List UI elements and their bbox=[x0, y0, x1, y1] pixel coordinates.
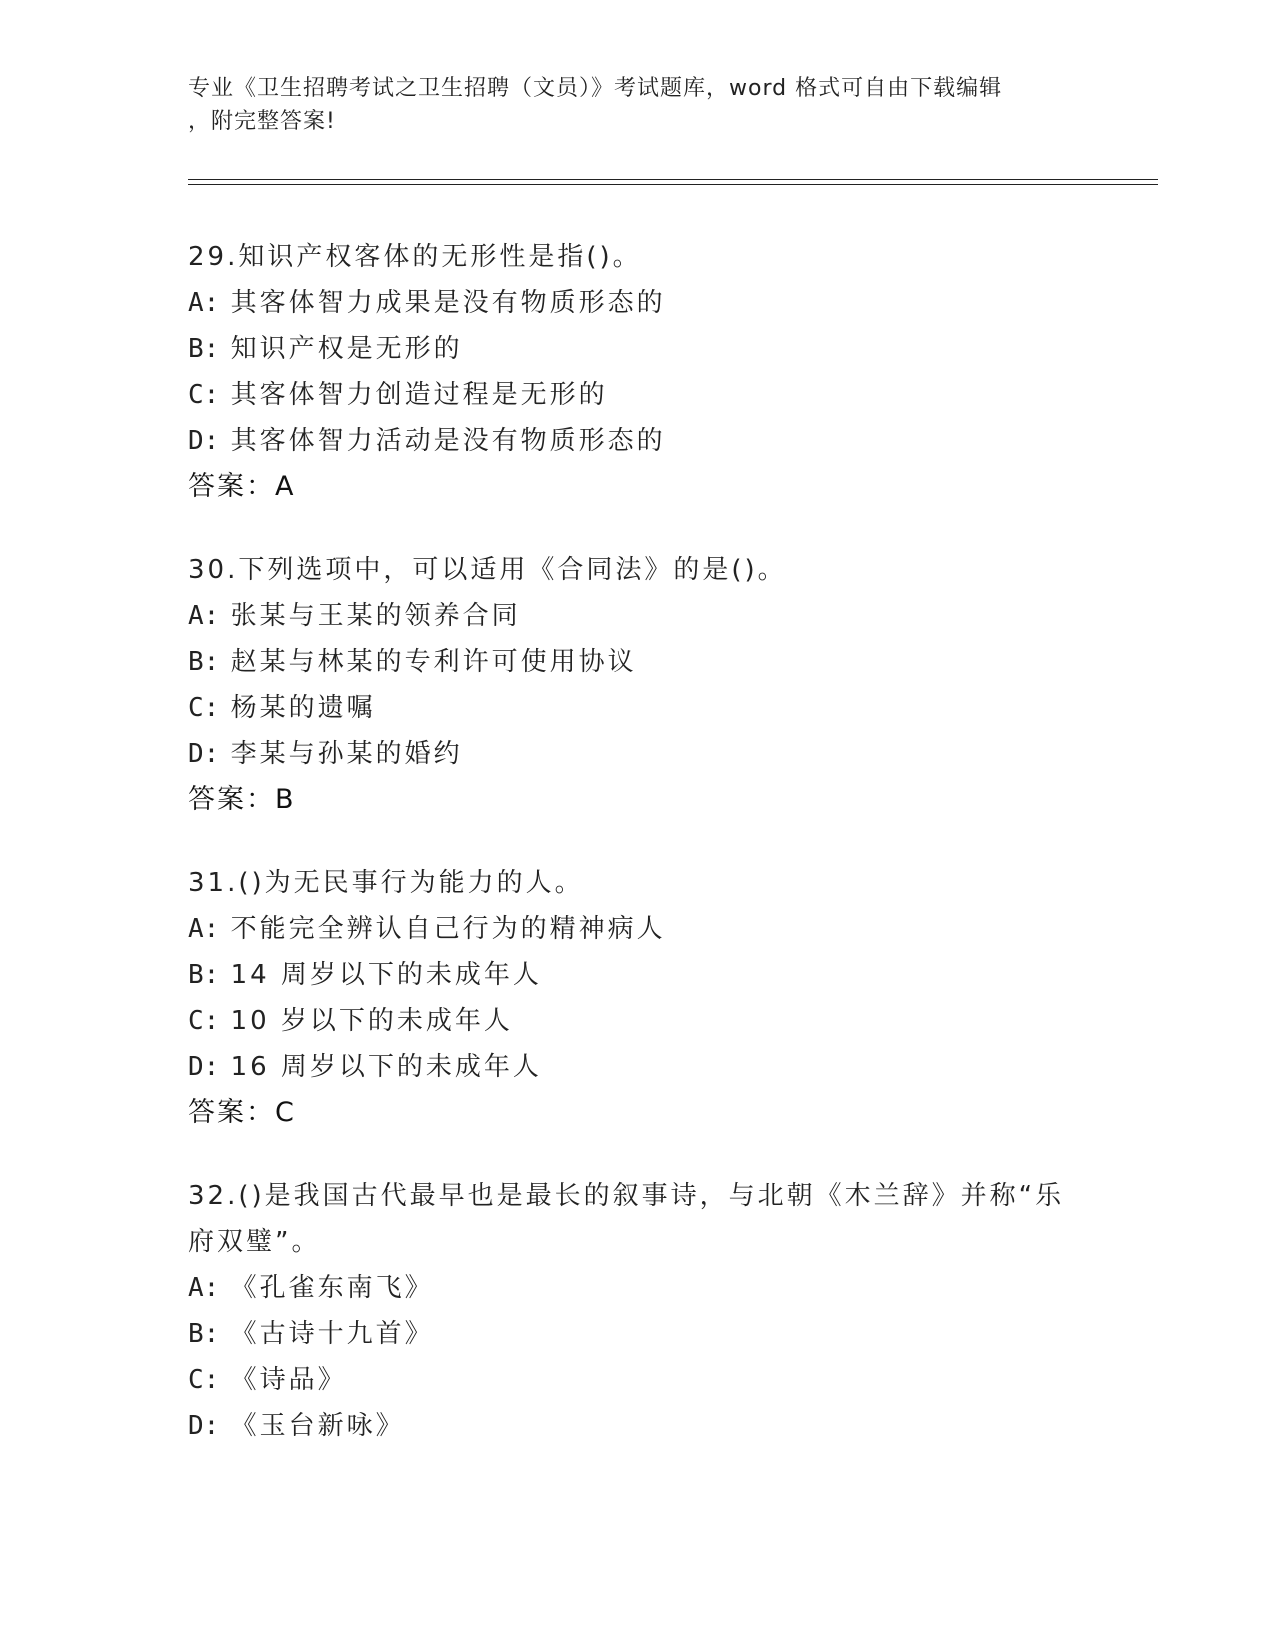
question-32 bbox=[188, 1173, 1088, 1449]
question-31 bbox=[188, 860, 1088, 1136]
option-d bbox=[188, 1403, 1088, 1449]
option-letter: C: bbox=[188, 380, 220, 410]
document-header bbox=[188, 72, 1068, 138]
option-text: 不能完全辨认自己行为的精神病人 bbox=[230, 914, 666, 944]
option-b bbox=[188, 952, 1088, 998]
option-a bbox=[188, 1265, 1088, 1311]
header-line-2: ，附完整答案! bbox=[188, 109, 336, 134]
question-29 bbox=[188, 234, 1088, 510]
option-letter: B: bbox=[188, 647, 220, 677]
option-b bbox=[188, 639, 1088, 685]
option-text: 其客体智力活动是没有物质形态的 bbox=[230, 426, 666, 456]
option-d bbox=[188, 731, 1088, 777]
option-letter: B: bbox=[188, 960, 220, 990]
option-text: 其客体智力成果是没有物质形态的 bbox=[230, 288, 666, 318]
option-letter: C: bbox=[188, 1006, 220, 1036]
option-letter: B: bbox=[188, 1319, 220, 1349]
option-letter: D: bbox=[188, 739, 220, 769]
option-text: 16 周岁以下的未成年人 bbox=[230, 1052, 542, 1082]
option-c bbox=[188, 372, 1088, 418]
header-divider-bottom bbox=[188, 184, 1158, 185]
question-stem-line-2: 府双璧”。 bbox=[188, 1227, 321, 1257]
option-c bbox=[188, 685, 1088, 731]
question-30 bbox=[188, 547, 1088, 823]
option-b bbox=[188, 1311, 1088, 1357]
option-d bbox=[188, 1044, 1088, 1090]
option-text: 《玉台新咏》 bbox=[230, 1411, 405, 1441]
answer-label: 答案：A bbox=[188, 471, 296, 502]
option-letter: A: bbox=[188, 601, 220, 631]
answer-label: 答案：B bbox=[188, 784, 296, 815]
option-c bbox=[188, 1357, 1088, 1403]
question-stem: 30.下列选项中，可以适用《合同法》的是()。 bbox=[188, 555, 787, 585]
answer-label: 答案：C bbox=[188, 1097, 296, 1128]
option-letter: B: bbox=[188, 334, 220, 364]
option-c bbox=[188, 998, 1088, 1044]
option-text: 李某与孙某的婚约 bbox=[230, 739, 463, 769]
option-a bbox=[188, 280, 1088, 326]
option-a bbox=[188, 906, 1088, 952]
option-letter: C: bbox=[188, 693, 220, 723]
question-stem: 31.()为无民事行为能力的人。 bbox=[188, 868, 584, 898]
option-letter: A: bbox=[188, 1273, 220, 1303]
option-letter: D: bbox=[188, 1411, 220, 1441]
option-text: 《古诗十九首》 bbox=[230, 1319, 434, 1349]
option-a bbox=[188, 593, 1088, 639]
option-text: 知识产权是无形的 bbox=[230, 334, 463, 364]
question-list bbox=[188, 234, 1088, 1486]
option-text: 张某与王某的领养合同 bbox=[230, 601, 521, 631]
option-letter: D: bbox=[188, 1052, 220, 1082]
question-stem-line-1: 32.()是我国古代最早也是最长的叙事诗，与北朝《木兰辞》并称“乐 bbox=[188, 1181, 1065, 1211]
option-text: 杨某的遗嘱 bbox=[230, 693, 376, 723]
option-d bbox=[188, 418, 1088, 464]
header-line-1: 专业《卫生招聘考试之卫生招聘（文员）》考试题库，word 格式可自由下载编辑 bbox=[188, 76, 1003, 101]
option-text: 《孔雀东南飞》 bbox=[230, 1273, 434, 1303]
option-letter: D: bbox=[188, 426, 220, 456]
question-stem: 29.知识产权客体的无形性是指()。 bbox=[188, 242, 642, 272]
option-text: 14 周岁以下的未成年人 bbox=[230, 960, 542, 990]
option-text: 《诗品》 bbox=[230, 1365, 347, 1395]
option-text: 其客体智力创造过程是无形的 bbox=[230, 380, 608, 410]
option-b bbox=[188, 326, 1088, 372]
option-text: 赵某与林某的专利许可使用协议 bbox=[230, 647, 637, 677]
option-letter: A: bbox=[188, 914, 220, 944]
option-text: 10 岁以下的未成年人 bbox=[230, 1006, 513, 1036]
option-letter: A: bbox=[188, 288, 220, 318]
option-letter: C: bbox=[188, 1365, 220, 1395]
header-divider-top bbox=[188, 179, 1158, 180]
